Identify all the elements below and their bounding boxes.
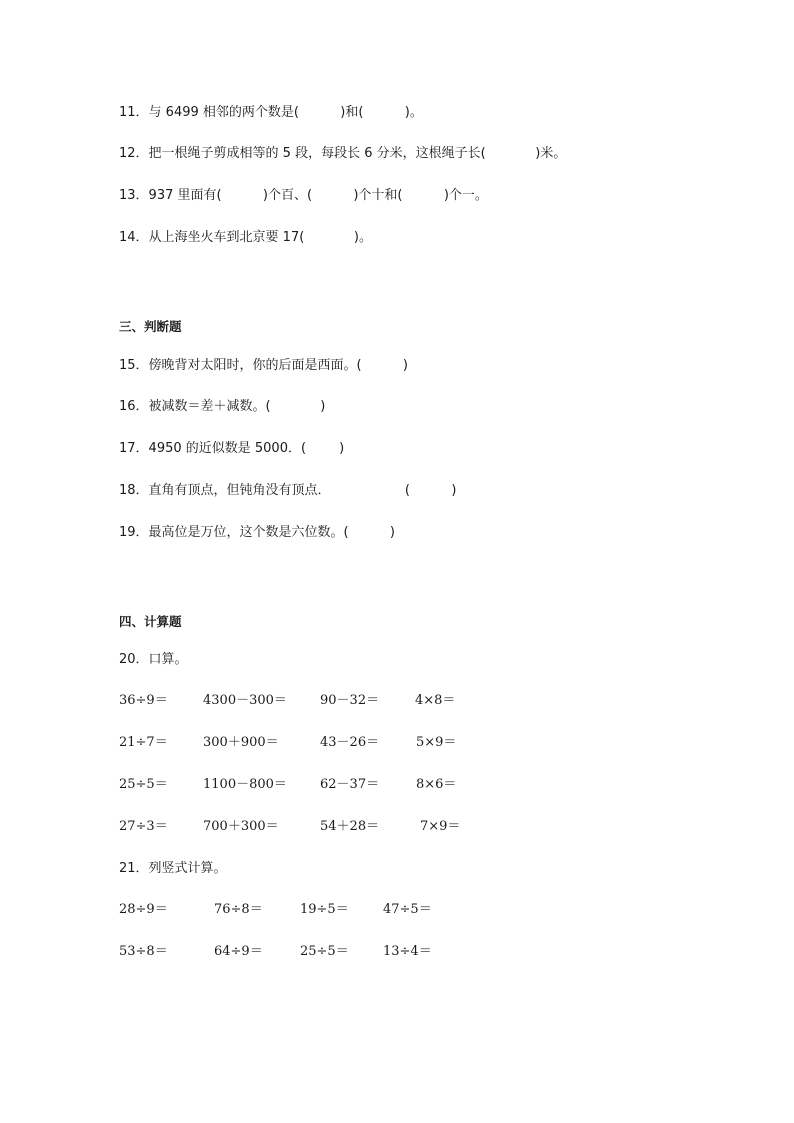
vertical-item: 53÷8＝: [119, 944, 168, 959]
question-21: 21．列竖式计算。: [119, 861, 227, 876]
oral-item: 43－26＝: [320, 735, 380, 750]
oral-item: 21÷7＝: [119, 735, 168, 750]
section-judge-title: 三、判断题: [119, 319, 182, 334]
question-16: 16．被减数＝差＋减数。( ): [119, 399, 326, 414]
oral-item: 62－37＝: [320, 777, 380, 792]
question-20: 20．口算。: [119, 652, 188, 667]
question-19: 19．最高位是万位，这个数是六位数。( ): [119, 525, 396, 540]
oral-item: 90－32＝: [320, 693, 380, 708]
oral-item: 8×6＝: [416, 777, 457, 792]
question-15: 15．傍晚背对太阳时，你的后面是西面。( ): [119, 358, 409, 373]
oral-item: 36÷9＝: [119, 693, 168, 708]
question-18: 18．直角有顶点，但钝角没有顶点． ( ): [119, 483, 457, 498]
oral-item: 700＋300＝: [203, 819, 279, 834]
oral-item: 7×9＝: [420, 819, 461, 834]
question-13: 13．937 里面有( )个百、( )个十和( )个一。: [119, 188, 488, 203]
question-11: 11．与 6499 相邻的两个数是( )和( )。: [119, 105, 423, 120]
oral-item: 25÷5＝: [119, 777, 168, 792]
vertical-item: 19÷5＝: [300, 902, 349, 917]
oral-item: 300＋900＝: [203, 735, 279, 750]
question-17: 17．4950 的近似数是 5000．( ): [119, 441, 345, 456]
vertical-item: 25÷5＝: [300, 944, 349, 959]
oral-item: 54＋28＝: [320, 819, 380, 834]
vertical-item: 76÷8＝: [214, 902, 263, 917]
oral-item: 1100－800＝: [203, 777, 287, 792]
oral-item: 4×8＝: [415, 693, 456, 708]
oral-item: 4300－300＝: [203, 693, 287, 708]
vertical-item: 47÷5＝: [383, 902, 432, 917]
section-calc-title: 四、计算题: [119, 614, 182, 629]
question-14: 14．从上海坐火车到北京要 17( )。: [119, 230, 372, 245]
vertical-item: 64÷9＝: [214, 944, 263, 959]
oral-item: 27÷3＝: [119, 819, 168, 834]
question-12: 12．把一根绳子剪成相等的 5 段，每段长 6 分米，这根绳子长( )米。: [119, 146, 567, 161]
vertical-item: 13÷4＝: [383, 944, 432, 959]
oral-item: 5×9＝: [416, 735, 457, 750]
vertical-item: 28÷9＝: [119, 902, 168, 917]
